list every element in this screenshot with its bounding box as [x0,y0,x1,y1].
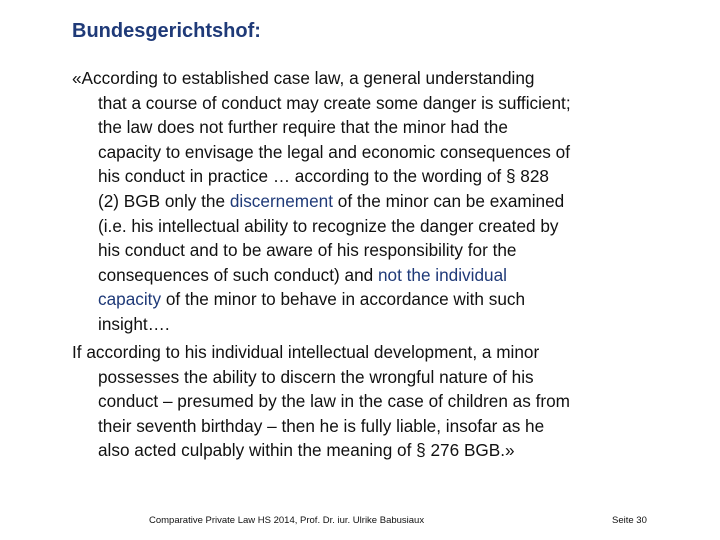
text-line: conduct – presumed by the law in the case of children as from [98,391,570,412]
text-line [72,263,662,288]
highlighted-term: discernement [229,190,334,211]
quote-paragraph-1 [72,66,662,337]
footer-course-info: Comparative Private Law HS 2014, Prof. Dr. iur. Ulrike Babusiaux [149,515,425,526]
footer-page-number: Seite 30 [612,515,647,526]
text-line [72,189,662,214]
highlighted-term: not the individual [377,264,507,285]
text-line: «According to established case law, a general understanding [72,68,535,88]
text-segment: of the minor can be examined [333,190,565,211]
text-line: his conduct in practice … according to the wording of § 828 [98,166,549,187]
text-line: his conduct and to be aware of his responsibility for the [98,240,517,261]
text-segment: of the minor to behave in accordance with such [161,289,526,310]
text-line: possesses the ability to discern the wrongful nature of his [98,366,534,387]
text-line: If according to his individual intellectual development, a minor [72,342,540,362]
text-line: their seventh birthday – then he is fully liable, insofar as he [98,415,545,436]
text-line: insight…. [98,313,170,334]
text-line: capacity to envisage the legal and economic consequences of [98,141,571,162]
text-segment: (2) BGB only the [98,190,230,211]
text-segment: consequences of such conduct) and [98,264,378,285]
quote-paragraph-2 [72,340,662,463]
slide-title: Bundesgerichtshof: [72,20,261,42]
text-line [72,287,662,312]
highlighted-term: capacity [98,289,162,310]
text-line: that a course of conduct may create some danger is sufficient; [98,92,571,113]
text-line: the law does not further require that the minor had the [98,117,508,138]
text-line: (i.e. his intellectual ability to recognize the danger created by [98,215,559,236]
text-line: also acted culpably within the meaning of § 276 BGB.» [98,440,515,461]
